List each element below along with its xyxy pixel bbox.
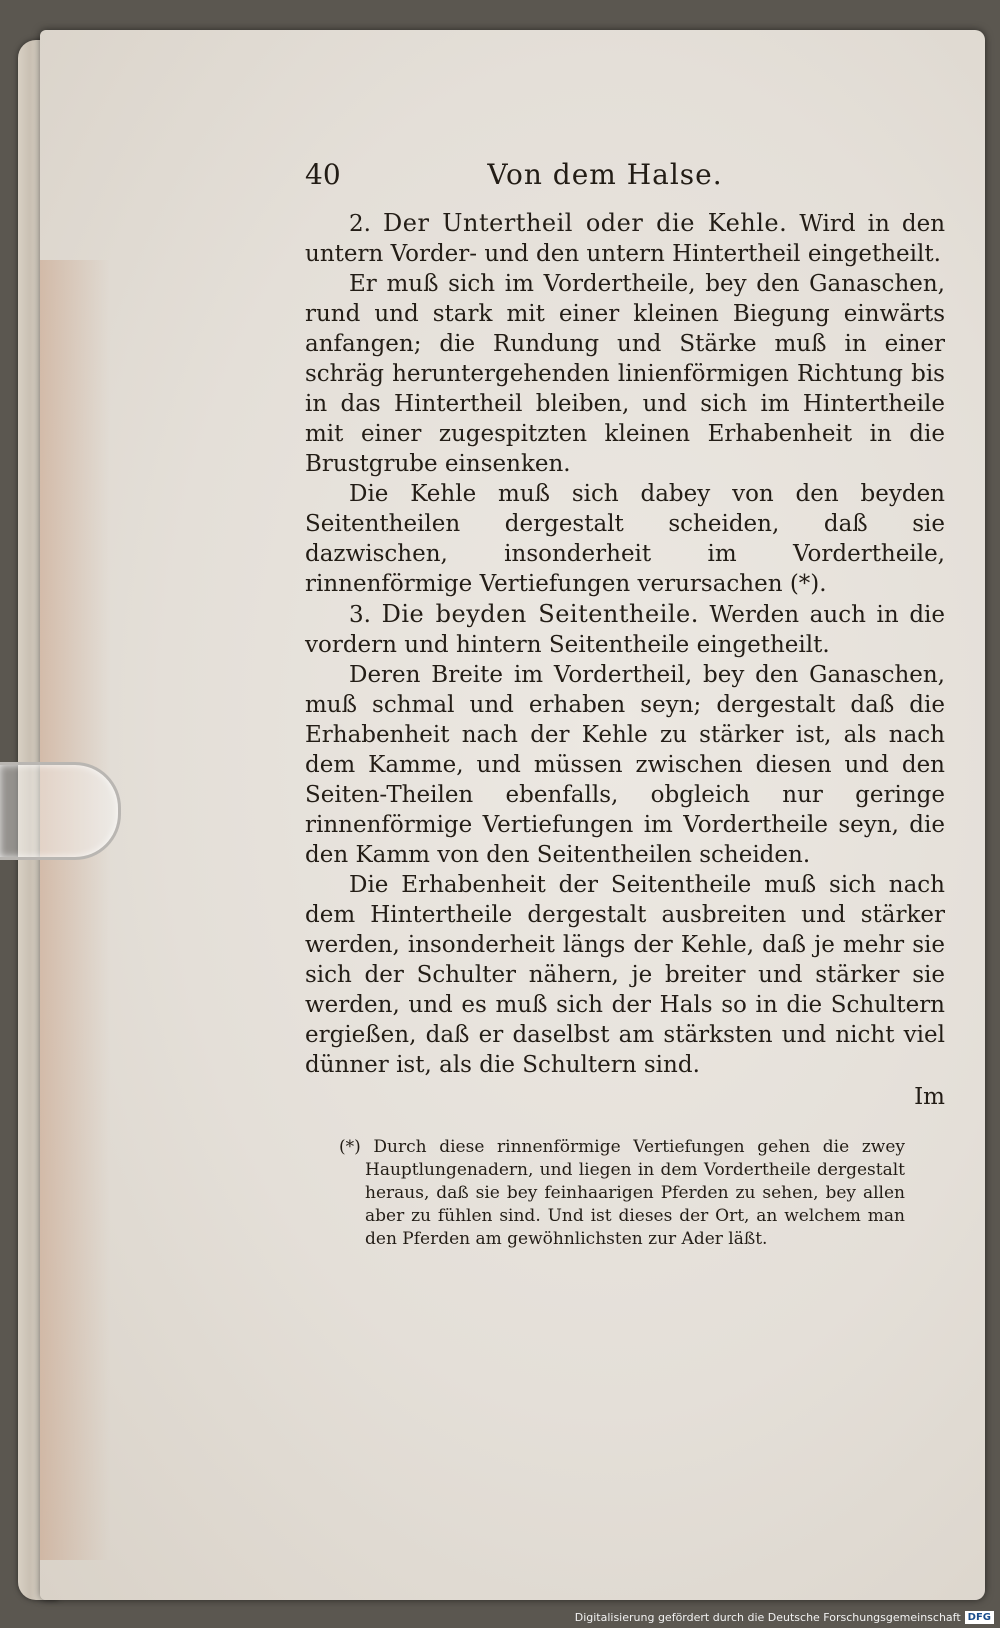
water-stain xyxy=(40,260,110,1560)
page-text xyxy=(305,160,945,1251)
section-2-heading: Der Untertheil oder die Kehle. xyxy=(383,209,788,237)
section-2-lead: Wird in den untern Vorder- und den untern Hintertheil eingetheilt. xyxy=(305,211,946,267)
footnote: (*) Durch diese rinnenförmige Vertiefungen gehen die zwey Hauptlungenadern, und liegen in dem Vordertheile dergestalt heraus, daß sie bey feinhaarigen Pferden zu sehen, bey allen aber zu fühlen sind. Und ist dieses der Ort, an welchem man den Pferden am gewöhnlichsten zur Ader läßt. xyxy=(339,1137,905,1249)
dfg-logo: DFG xyxy=(965,1611,994,1624)
page-header xyxy=(305,160,945,208)
section-3-heading-paragraph xyxy=(305,599,945,660)
catchword: Im xyxy=(914,1084,945,1110)
section-2-number: 2. xyxy=(349,211,371,237)
page-clip xyxy=(0,762,121,860)
section-3-paragraph-2: Die Erhabenheit der Seitentheile muß sich nach dem Hintertheile dergestalt ausbreiten und stärker werden, insonderheit längs der Kehle, daß je mehr sie sich der Schulter nähern, je breiter und stärker sie werden, und es muß sich der Hals so in die Schultern ergießen, daß er daselbst am stärksten und nicht viel dünner ist, als die Schultern sind. xyxy=(305,872,945,1078)
page-number: 40 xyxy=(305,158,341,191)
section-3-number: 3. xyxy=(349,602,371,628)
section-2-paragraph-1: Er muß sich im Vordertheile, bey den Ganaschen, rund und stark mit einer kleinen Biegung einwärts anfangen; die Rundung und Stärke muß in einer schräg heruntergehenden linienförmigen Richtung bis in das Hintertheil bleiben, und sich im Hintertheile mit einer zugespitzten kleinen Erhabenheit in die Brustgrube einsenken. xyxy=(305,271,945,477)
section-3-lead: Werden auch in die vordern und hintern Seitentheile eingetheilt. xyxy=(305,602,946,658)
credit-text: Digitalisierung gefördert durch die Deutsche Forschungsgemeinschaft xyxy=(574,1611,961,1624)
section-2-paragraph-2: Die Kehle muß sich dabey von den beyden Seitentheilen dergestalt scheiden, daß sie dazwischen, insonderheit im Vordertheile, rinnenförmige Vertiefungen verursachen (*). xyxy=(305,481,945,597)
section-2-heading-paragraph xyxy=(305,208,945,269)
section-3-paragraph-1: Deren Breite im Vordertheil, bey den Ganaschen, muß schmal und erhaben seyn; dergestalt daß die Erhabenheit nach der Kehle zu stärker ist, als nach dem Kamme, und müssen zwischen diesen und den Seiten-Theilen ebenfalls, obgleich nur geringe rinnenförmige Vertiefungen im Vordertheile seyn, die den Kamm von den Seitentheilen scheiden. xyxy=(305,662,945,868)
section-3-heading: Die beyden Seitentheile. xyxy=(381,600,699,628)
running-head: Von dem Halse. xyxy=(487,158,723,191)
digitization-credit xyxy=(575,1611,994,1624)
